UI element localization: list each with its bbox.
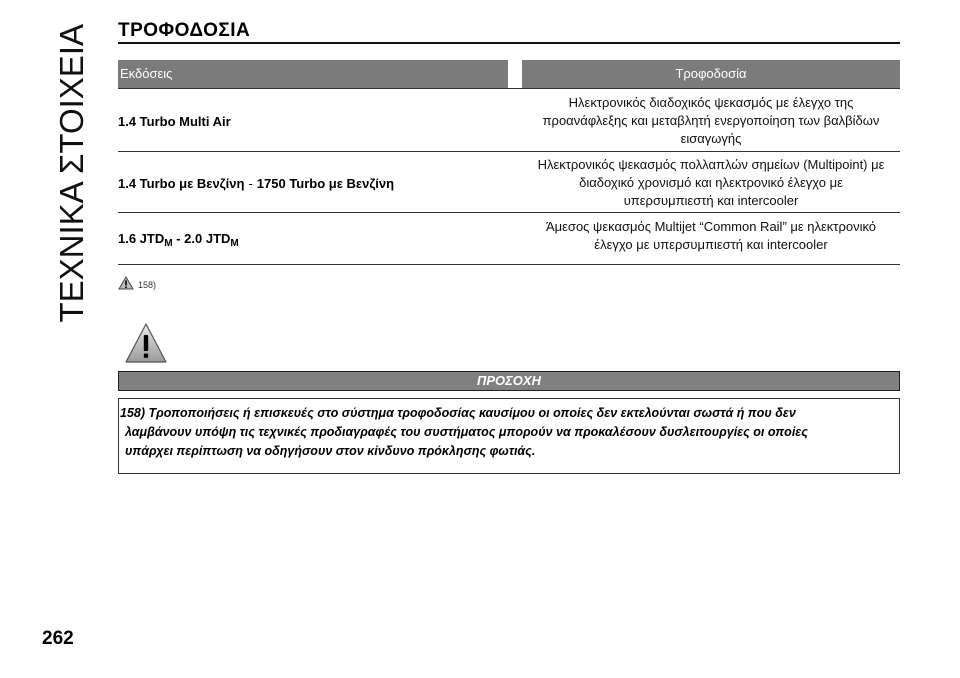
table-rule [118, 212, 900, 213]
table-cell-version [118, 175, 508, 192]
title-rule [118, 42, 900, 44]
table-cell-supply [522, 94, 900, 148]
table-cell-version: 1.4 Turbo Multi Air [118, 114, 231, 129]
warning-line: λαμβάνουν υπόψη τις τεχνικές προδιαγραφές του συστήματος μπορούν να προκαλέσουν δυσλειτουργίες οι οποίες [125, 425, 808, 439]
supply-line: Ηλεκτρονικός ψεκασμός πολλαπλών σημείων (Multipoint) με [537, 157, 885, 172]
supply-line: εισαγωγής [680, 131, 742, 146]
table-rule [118, 88, 900, 89]
warning-line [120, 404, 896, 423]
warning-reference[interactable] [118, 276, 156, 290]
table-header-versions: Εκδόσεις [118, 60, 508, 88]
supply-line: Ηλεκτρονικός διαδοχικός ψεκασμός με έλεγχο της [568, 95, 854, 110]
warning-heading: ΠΡΟΣΟΧΗ [118, 371, 900, 391]
section-title: ΤΡΟΦΟΔΟΣΙΑ [118, 20, 251, 41]
warning-line-text: Τροποποιήσεις ή επισκευές στο σύστημα τροφοδοσίας καυσίμου οι οποίες δεν εκτελούνται σωστά ή που δεν [148, 406, 796, 420]
warning-triangle-icon [118, 276, 134, 290]
version-name: 1750 Turbo με Βενζίνη [256, 176, 395, 191]
table-rule [118, 264, 900, 265]
version-name: 1.4 Turbo με Βενζίνη [118, 176, 245, 191]
supply-line: Άμεσος ψεκασμός Multijet “Common Rail” με ηλεκτρονικό [545, 219, 877, 234]
supply-line: έλεγχο με υπερσυμπιεστή και intercooler [594, 237, 828, 252]
warning-line: υπάρχει περίπτωση να οδηγήσουν στον κίνδυνο πρόκλησης φωτιάς. [125, 444, 536, 458]
version-subscript: M [230, 238, 239, 249]
table-header-supply: Τροφοδοσία [522, 60, 900, 88]
table-rule [118, 151, 900, 152]
warning-triangle-icon [124, 322, 168, 364]
warning-number: 158) [120, 406, 146, 420]
supply-line: προανάφλεξης και μεταβλητή ενεργοποίηση των βαλβίδων [542, 113, 880, 128]
table-cell-supply [522, 156, 900, 210]
warning-text [120, 404, 896, 461]
chapter-side-title [52, 24, 102, 323]
warning-reference-number: 158) [138, 280, 157, 290]
table-cell-version [118, 230, 508, 247]
supply-line: διαδοχικό χρονισμό και ηλεκτρονικό έλεγχο με [579, 175, 843, 190]
supply-line: υπερσυμπιεστή και intercooler [623, 193, 799, 208]
version-name: - 2.0 JTD [176, 231, 231, 246]
version-separator: - [248, 176, 253, 191]
version-subscript: M [164, 238, 173, 249]
table-cell-supply [522, 218, 900, 254]
chapter-side-title-text: ΤΕΧΝΙΚΑ ΣΤΟΙΧΕΙΑ [53, 24, 90, 323]
version-name: 1.6 JTD [118, 231, 165, 246]
page-number: 262 [42, 628, 74, 649]
